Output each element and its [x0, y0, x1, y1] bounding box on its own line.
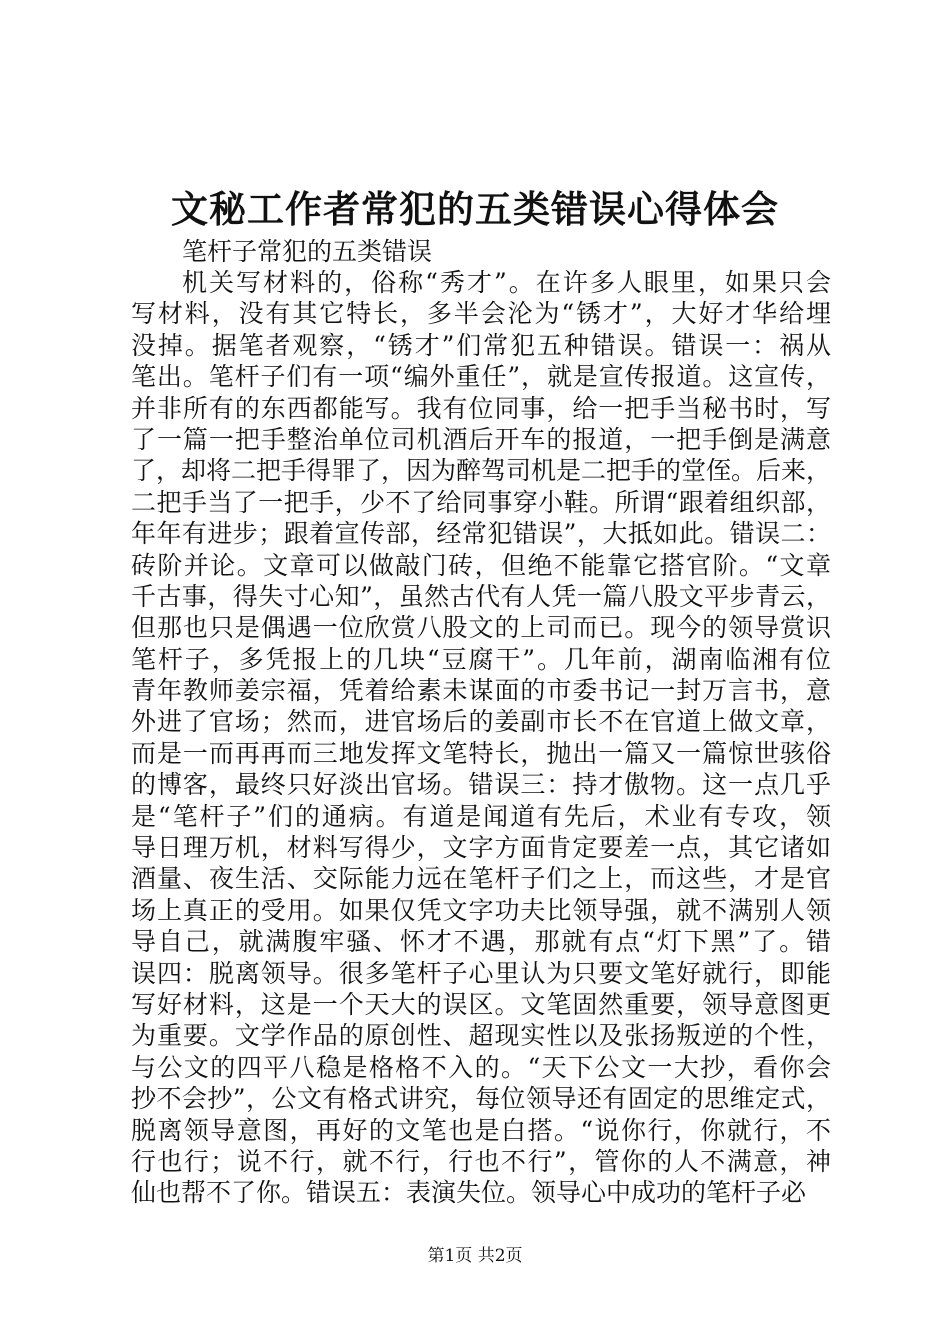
body-line: 误四：脱离领导。很多笔杆子心里认为只要文笔好就行，即能 — [131, 958, 831, 988]
body-line: 酒量、夜生活、交际能力远在笔杆子们之上，而这些，才是官 — [131, 864, 831, 894]
body-line: 场上真正的受用。如果仅凭文字功夫比领导强，就不满别人领 — [131, 895, 831, 925]
body-line: 抄不会抄”，公文有格式讲究，每位领导还有固定的思维定式， — [131, 1084, 831, 1114]
body-line: 二把手当了一把手，少不了给同事穿小鞋。所谓“跟着组织部， — [131, 487, 831, 517]
body-line: 没掉。据笔者观察，“锈才”们常犯五种错误。错误一：祸从 — [131, 330, 831, 360]
body-line: 但那也只是偶遇一位欣赏八股文的上司而已。现今的领导赏识 — [131, 613, 831, 643]
body-line: 并非所有的东西都能写。我有位同事，给一把手当秘书时，写 — [131, 393, 831, 423]
body-line: 机关写材料的，俗称“秀才”。在许多人眼里，如果只会 — [182, 268, 831, 297]
body-line: 千古事，得失寸心知”，虽然古代有人凭一篇八股文平步青云， — [131, 581, 831, 611]
body-line: 年年有进步；跟着宣传部，经常犯错误”，大抵如此。错误二： — [131, 519, 831, 549]
body-line: 导日理万机，材料写得少，文字方面肯定要差一点，其它诸如 — [131, 833, 831, 863]
body-line: 笔出。笔杆子们有一项“编外重任”，就是宣传报道。这宣传， — [131, 362, 831, 392]
page-indicator: 第1页 共2页 — [427, 1246, 523, 1266]
body-line: 行也行；说不行，就不行，行也不行”，管你的人不满意，神 — [131, 1146, 831, 1176]
body-line: 青年教师姜宗福，凭着给素未谋面的市委书记一封万言书，意 — [131, 676, 831, 706]
body-line: 笔杆子，多凭报上的几块“豆腐干”。几年前，湖南临湘有位 — [131, 644, 831, 674]
section-subheading: 笔杆子常犯的五类错误 — [182, 237, 433, 266]
body-line: 了一篇一把手整治单位司机酒后开车的报道，一把手倒是满意 — [131, 424, 831, 454]
body-line: 与公文的四平八稳是格格不入的。“天下公文一大抄，看你会 — [131, 1052, 831, 1082]
body-line: 导自己，就满腹牢骚、怀才不遇，那就有点“灯下黑”了。错 — [131, 927, 831, 957]
body-line: 为重要。文学作品的原创性、超现实性以及张扬叛逆的个性， — [131, 1021, 831, 1051]
body-line: 而是一而再再而三地发挥文笔特长，抛出一篇又一篇惊世骇俗 — [131, 738, 831, 768]
body-line: 外进了官场；然而，进官场后的姜副市长不在官道上做文章， — [131, 707, 831, 737]
body-line: 了，却将二把手得罪了，因为醉驾司机是二把手的堂侄。后来， — [131, 456, 832, 486]
body-line: 砖阶并论。文章可以做敲门砖，但绝不能靠它搭官阶。“文章 — [131, 550, 831, 580]
body-line: 写好材料，这是一个天大的误区。文笔固然重要，领导意图更 — [131, 989, 831, 1019]
body-line: 写材料，没有其它特长，多半会沦为“锈才”，大好才华给埋 — [131, 299, 831, 329]
body-line: 是“笔杆子”们的通病。有道是闻道有先后，术业有专攻，领 — [131, 801, 831, 831]
body-line: 脱离领导意图，再好的文笔也是白搭。“说你行，你就行，不 — [131, 1115, 831, 1145]
document-title: 文秘工作者常犯的五类错误心得体会 — [171, 187, 779, 231]
body-line: 仙也帮不了你。错误五：表演失位。领导心中成功的笔杆子必 — [131, 1178, 807, 1208]
body-line: 的博客，最终只好淡出官场。错误三：持才傲物。这一点几乎 — [131, 770, 831, 800]
body-paragraph — [131, 267, 831, 1209]
